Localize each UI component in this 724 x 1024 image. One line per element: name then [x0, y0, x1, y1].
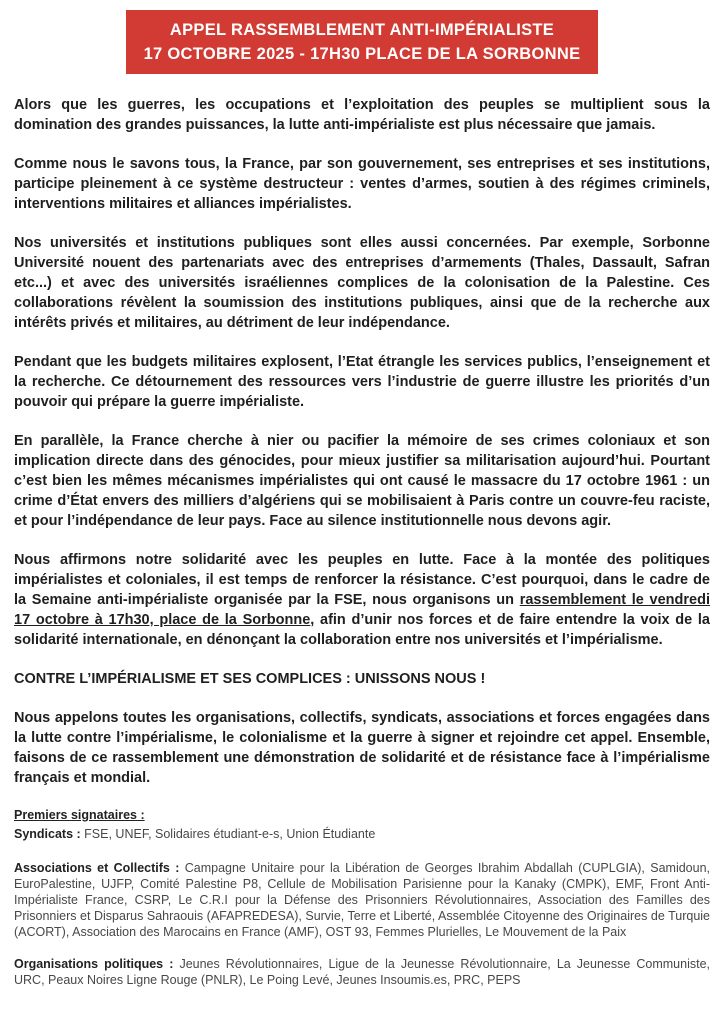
- paragraph-budgets: Pendant que les budgets militaires explosent, l’Etat étrangle les services publics, l’enseignement et la recherche. Ce détournement des ressources vers l’industrie de guerre illustre les priorités d’un pouvoir qui prépare la guerre impérialiste.: [14, 354, 710, 410]
- paragraph-rally-call: [14, 550, 710, 650]
- associations-label: Associations et Collectifs :: [14, 861, 185, 875]
- organisations-list: Jeunes Révolutionnaires, Ligue de la Jeunesse Révolutionnaire, La Jeunesse Communiste, URC, Peaux Noires Ligne Rouge (PNLR), Le Poing Levé, Jeunes Insoumis.es, PRC, PEPS: [14, 957, 710, 987]
- organisations-line: [14, 956, 710, 988]
- signatories-section: [14, 807, 710, 988]
- paragraph-appeal-to-sign: Nous appelons toutes les organisations, collectifs, syndicats, associations et forces engagées dans la lutte contre l’impérialisme, le colonialisme et la guerre à signer et rejoindre cet appel. Ensemble, faisons de ce rassemblement une démonstration de solidarité et de résistance face à l’impérialisme français et mondial.: [14, 710, 710, 786]
- associations-line: [14, 860, 710, 940]
- paragraph-context: Alors que les guerres, les occupations et l’exploitation des peuples se multiplient sous la domination des grandes puissances, la lutte anti-impérialiste est plus nécessaire que jamais.: [14, 97, 710, 133]
- paragraph-colonial-memory: En parallèle, la France cherche à nier ou pacifier la mémoire de ses crimes coloniaux et son implication directe dans des génocides, pour mieux justifier sa militarisation aujourd’hui. Pourtant c’est bien les mêmes mécanismes impérialistes qui ont causé le massacre du 17 octobre 1961 : un crime d’État envers des milliers d’algériens qui se mobilisaient à Paris contre un couvre-feu raciste, et pour l’indépendance de leur pays. Face au silence institutionnelle nous devons agir.: [14, 433, 710, 529]
- associations-list: Campagne Unitaire pour la Libération de Georges Ibrahim Abdallah (CUPLGIA), Samidoun, EuroPalestine, UJFP, Comité Palestine P8, Cellule de Mobilisation Parisienne pour la Kanaky (CMPK), EMF, Front Anti-Impérialiste France, CSRP, Le C.R.I pour la Défense des Prisonniers Révolutionnaires, Association des Familles des Prisonniers et Disparus Sahraouis (AFAPREDESA), Survie, Terre et Liberté, Assemblée Citoyenne des Originaires de Turquie (ACORT), Association des Marocains en France (AMF), OST 93, Femmes Plurielles, Le Mouvement de la Paix: [14, 861, 710, 939]
- slogan-line: CONTRE L’IMPÉRIALISME ET SES COMPLICES : UNISSONS NOUS !: [14, 671, 486, 687]
- event-banner: [126, 10, 598, 74]
- rally-call-text-after: , afin d’unir nos forces et de faire entendre la voix de la solidarité internationale, en dénonçant la collaboration entre nos universités et l’impérialisme.: [14, 612, 710, 648]
- organisations-label: Organisations politiques :: [14, 957, 180, 971]
- banner-date-location: 17 OCTOBRE 2025 - 17H30 PLACE DE LA SORBONNE: [143, 45, 581, 63]
- paragraph-france-role: Comme nous le savons tous, la France, par son gouvernement, ses entreprises et ses institutions, participe pleinement à ce système destructeur : ventes d’armes, soutien à des régimes criminels, interventions militaires et alliances impérialistes.: [14, 156, 710, 212]
- banner-title: APPEL RASSEMBLEMENT ANTI-IMPÉRIALISTE: [169, 21, 555, 39]
- rally-call-text-before: Nous affirmons notre solidarité avec les peuples en lutte. Face à la montée des politiques impérialistes et coloniales, il est temps de renforcer la résistance. C’est pourquoi, dans le cadre de la Semaine anti-impérialiste organisée par la FSE, nous organisons un: [14, 552, 710, 608]
- paragraph-universities: Nos universités et institutions publiques sont elles aussi concernées. Par exemple, Sorbonne Université nouent des partenariats avec des entreprises d’armements (Thales, Dassault, Safran etc...) et avec des universités israéliennes complices de la colonisation de la Palestine. Ces collaborations révèlent la soumission des institutions publiques, ainsi que de la recherche aux intérêts privés et militaires, au détriment de leur indépendance.: [14, 235, 710, 331]
- rally-details-underlined: rassemblement le vendredi 17 octobre à 17h30, place de la Sorbonne: [14, 592, 710, 628]
- syndicats-line: [14, 826, 710, 842]
- signatories-heading: Premiers signataires :: [14, 808, 145, 822]
- flyer-body: [14, 95, 710, 988]
- syndicats-list: FSE, UNEF, Solidaires étudiant-e-s, Union Étudiante: [84, 827, 376, 841]
- syndicats-label: Syndicats :: [14, 827, 85, 841]
